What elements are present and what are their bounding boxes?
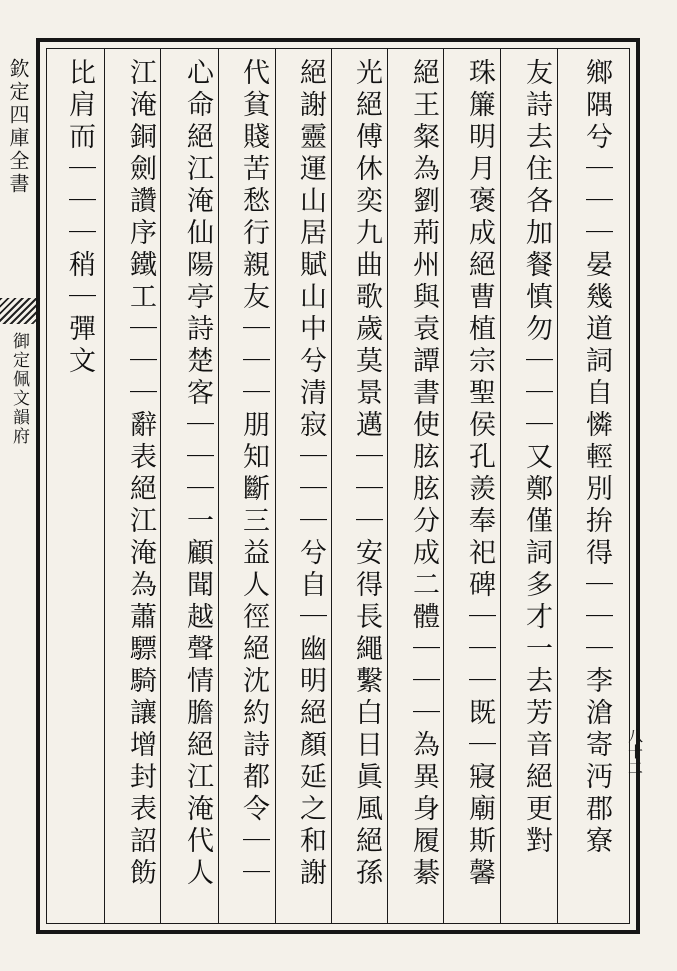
book-title: 欽定四庫全書 [6,58,30,196]
text-column-1: 鄉隅兮｜｜｜晏幾道詞自憐輕別拚得｜｜｜李滄寄沔郡寮 [581,58,612,858]
text-column-4: 絕王粲為劉荊州與袁譚書使胘胘分成二體｜｜｜為異身履綦 [408,58,439,890]
text-column-10: 比肩而｜｜｜稍｜彈文 [64,58,95,378]
text-column-8: 心命絕江淹仙陽亭詩楚客｜｜｜一顧聞越聲情膽絕江淹代人 [182,58,213,890]
text-column-6: 絕謝靈運山居賦山中兮清寂｜｜｜兮自｜幽明絕顏延之和謝 [295,58,326,890]
column-rule [104,48,105,924]
text-column-3: 珠簾明月褒成絕曹植宗聖侯孔羨奉祀碑｜｜｜既｜寢廟斯馨 [464,58,495,890]
text-column-7: 代貧賤苦愁行親友｜｜｜朋知斷三益人徑絕沈約詩都令｜｜ [238,58,269,890]
book-subtitle: 御定佩文韻府 [9,332,29,446]
fold-margin [0,40,36,932]
fish-tail-mark [0,298,36,324]
text-column-2: 友詩去住各加餐慎勿｜｜｜又鄭僅詞多才一去芳音絕更對 [521,58,552,858]
text-column-9: 江淹銅劍讚序鐵工｜｜｜辭表絕江淹為蕭驃騎讓增封表詔飭 [125,58,156,890]
text-column-5: 光絕傅休奕九曲歌歲莫景邁｜｜｜安得長繩繫白日眞風絕孫 [351,58,382,890]
page-number: 八十二 [626,728,644,776]
